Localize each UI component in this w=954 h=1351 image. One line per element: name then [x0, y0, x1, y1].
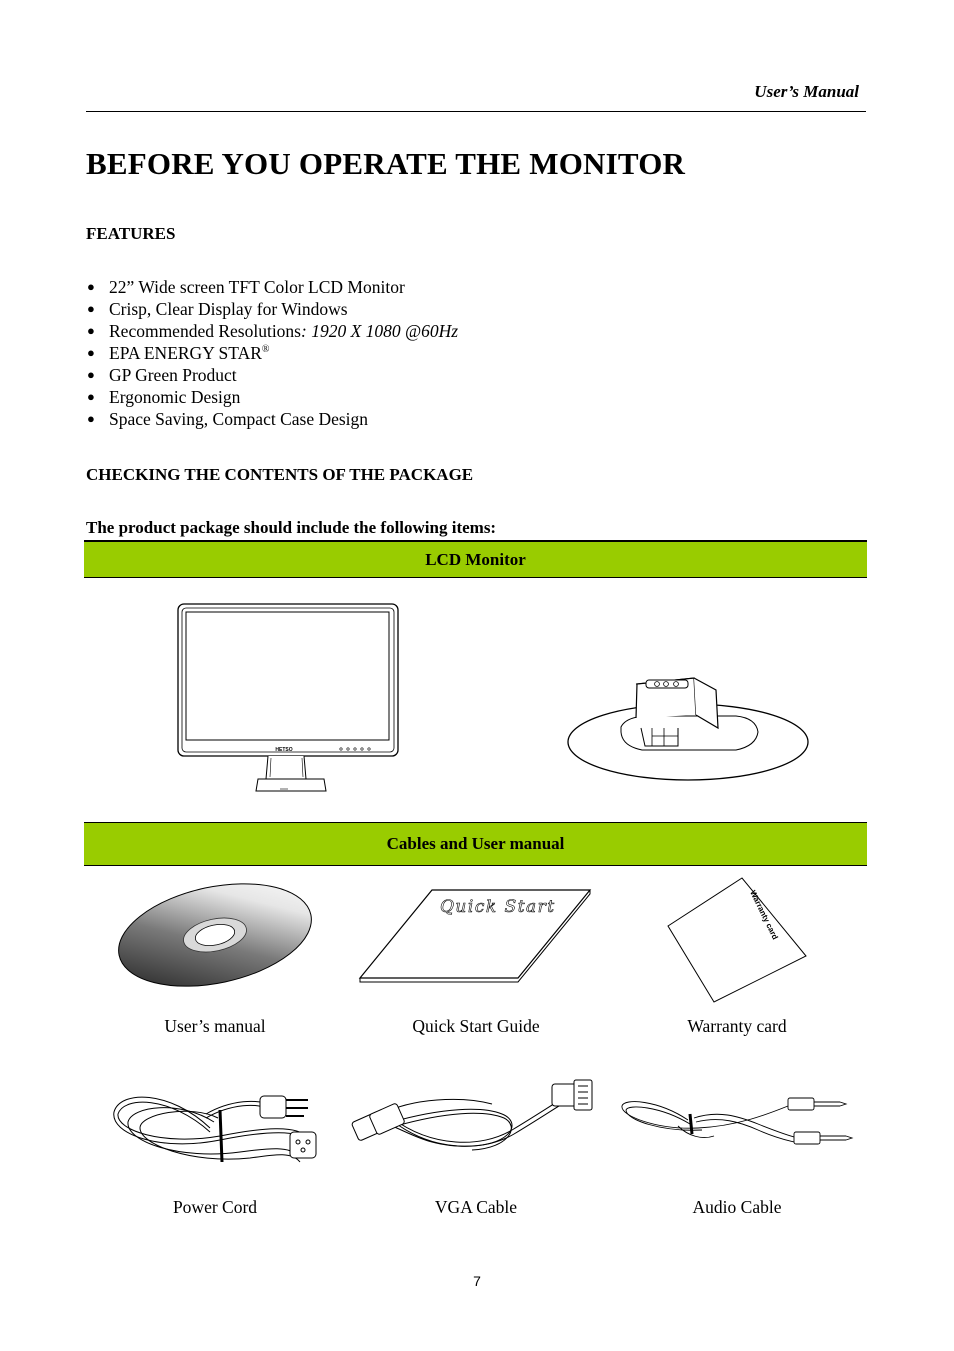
bullet-icon: ●: [87, 389, 95, 404]
features-list: [86, 276, 458, 430]
warranty-card-icon: [664, 876, 810, 1004]
bullet-icon: ●: [87, 323, 95, 338]
feature-resolution: : 1920 X 1080 @60Hz: [301, 321, 459, 341]
quick-start-text: Quick Start: [440, 897, 556, 917]
monitor-icon: [176, 603, 401, 795]
package-heading: CHECKING THE CONTENTS OF THE PACKAGE: [86, 465, 474, 484]
list-item: [86, 342, 458, 364]
package-intro: The product package should include the following items:: [86, 518, 497, 537]
feature-text: 22” Wide screen TFT Color LCD Monitor: [109, 277, 405, 297]
registered-mark: ®: [261, 344, 270, 356]
users-manual-caption: User’s manual: [164, 1016, 266, 1036]
page-title: BEFORE YOU OPERATE THE MONITOR: [86, 146, 686, 181]
bullet-icon: ●: [87, 279, 95, 294]
monitor-brand: HETSO: [275, 747, 293, 753]
cables-manual-bar: Cables and User manual: [84, 822, 867, 866]
features-heading: FEATURES: [86, 224, 176, 243]
list-item: [86, 276, 458, 298]
feature-text: Recommended Resolutions: [109, 321, 301, 341]
list-item: [86, 386, 458, 408]
list-item: [86, 364, 458, 386]
warranty-text: Warranty card: [748, 888, 780, 941]
bullet-icon: ●: [87, 345, 95, 360]
cd-disc-icon: [116, 884, 316, 988]
bullet-icon: ●: [87, 367, 95, 382]
power-cord-icon: [110, 1070, 330, 1170]
lcd-monitor-bar: LCD Monitor: [84, 540, 867, 578]
bullet-icon: ●: [87, 301, 95, 316]
power-cord-caption: Power Cord: [172, 1197, 258, 1217]
feature-text: Space Saving, Compact Case Design: [109, 409, 369, 429]
feature-text: EPA ENERGY STAR: [109, 343, 262, 363]
warranty-card-caption: Warranty card: [687, 1016, 787, 1036]
feature-text: GP Green Product: [109, 365, 237, 385]
feature-text: Ergonomic Design: [109, 387, 241, 407]
list-item: [86, 298, 458, 320]
stand-base-icon: [566, 670, 811, 782]
list-item: [86, 320, 458, 342]
audio-cable-icon: [618, 1080, 858, 1172]
list-item: [86, 408, 458, 430]
feature-text: Crisp, Clear Display for Windows: [109, 299, 348, 319]
page-number: 7: [473, 1273, 481, 1289]
header-title: User’s Manual: [754, 82, 859, 101]
header-rule: [86, 111, 866, 112]
quick-start-guide-caption: Quick Start Guide: [412, 1016, 540, 1036]
vga-cable-caption: VGA Cable: [434, 1197, 518, 1217]
vga-cable-icon: [352, 1078, 596, 1160]
bullet-icon: ●: [87, 411, 95, 426]
quick-start-guide-icon: [358, 888, 594, 986]
audio-cable-caption: Audio Cable: [692, 1197, 782, 1217]
